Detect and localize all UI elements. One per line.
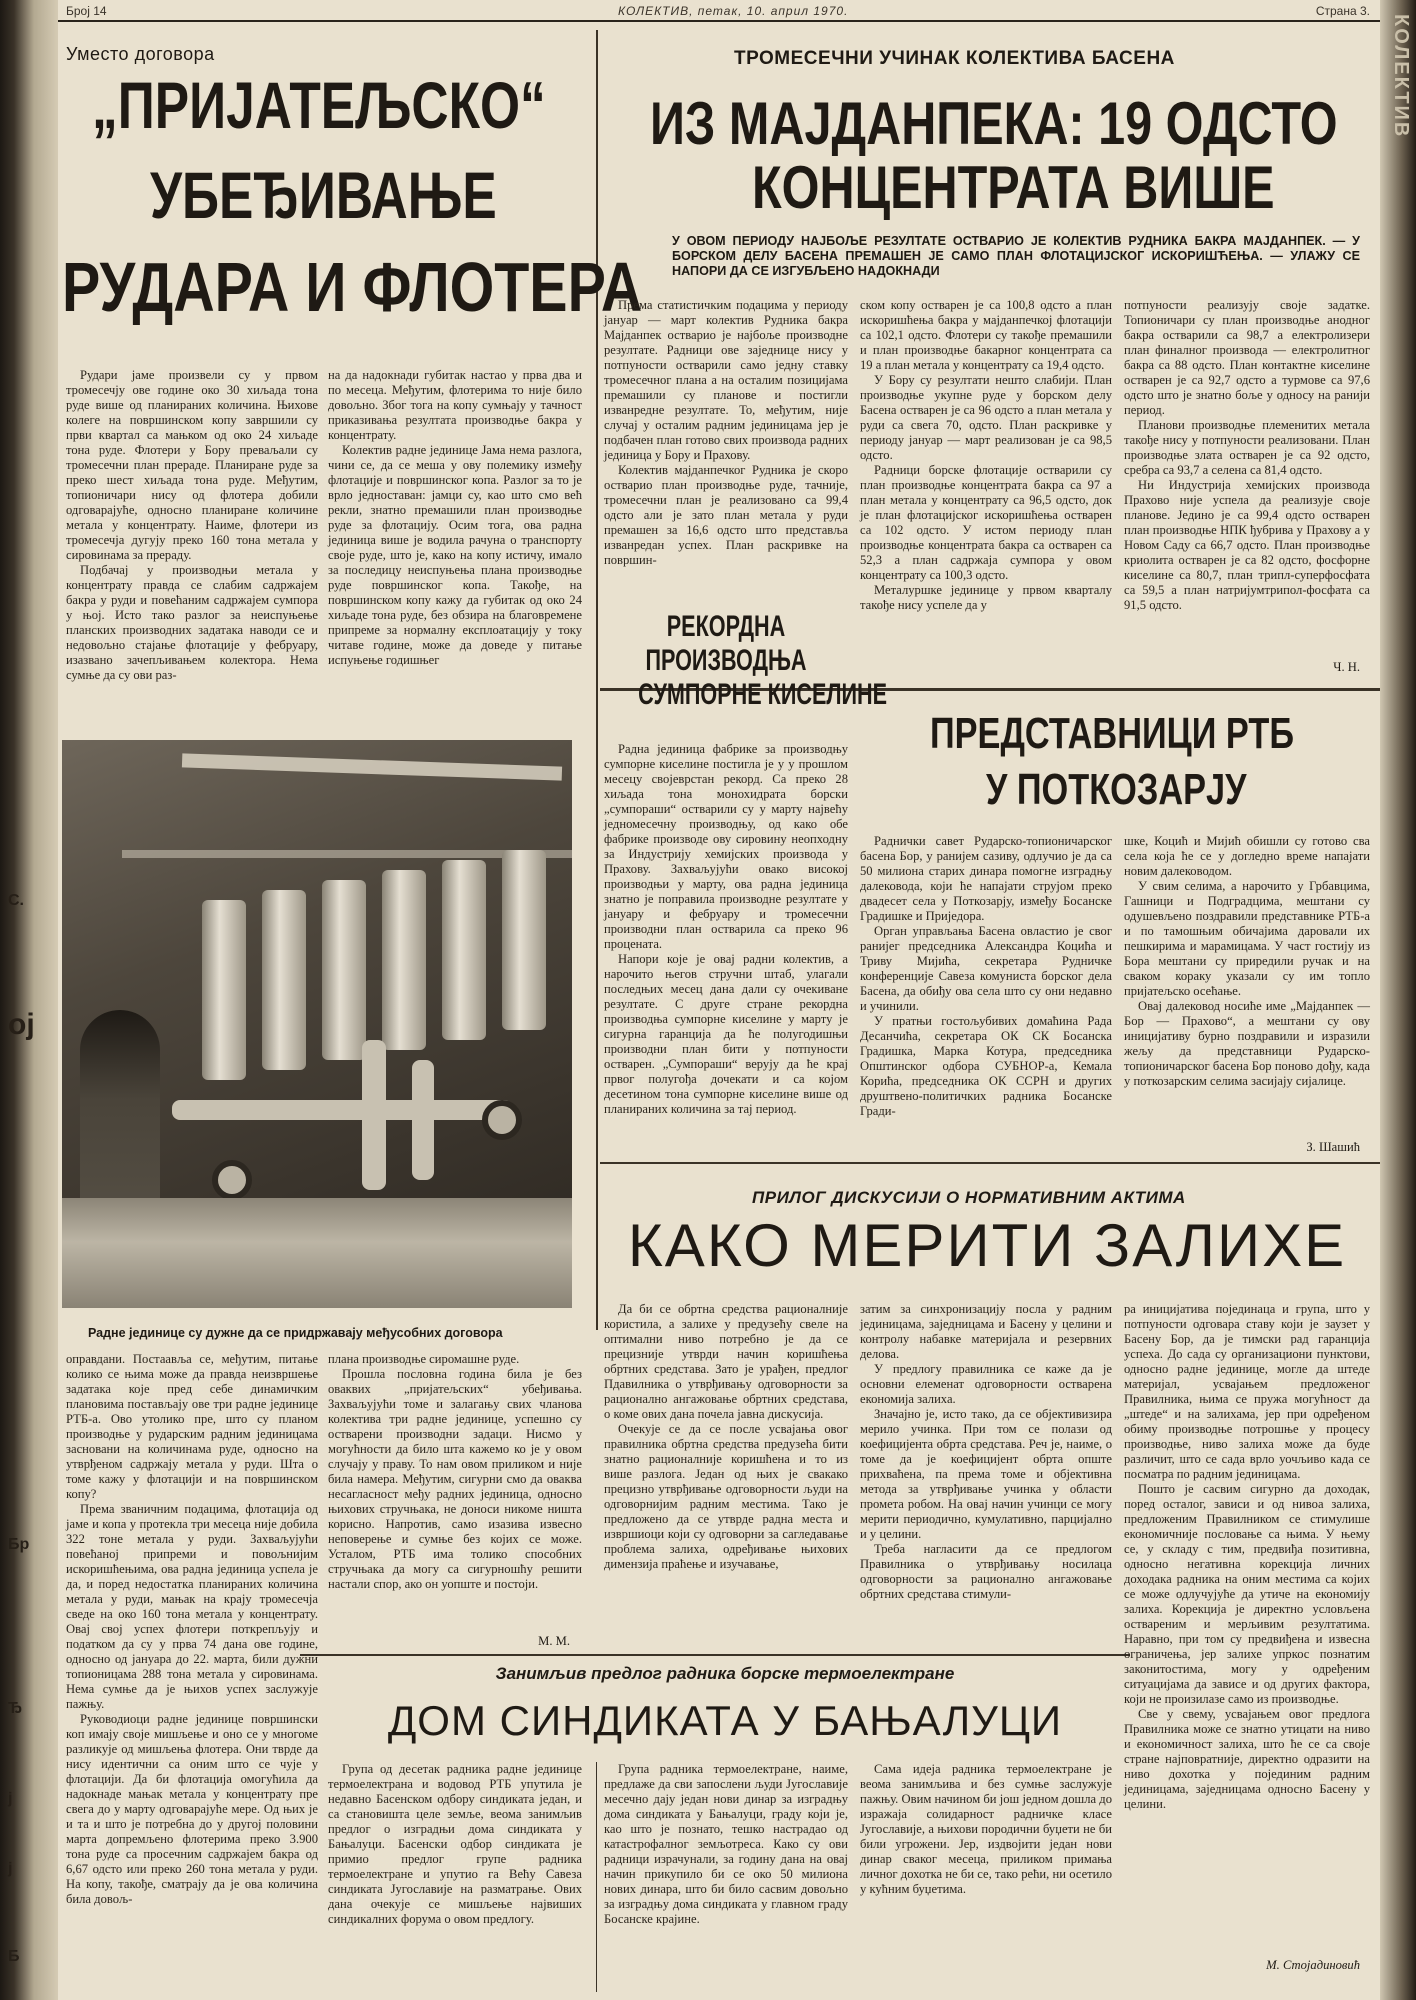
paragraph: Рудари јаме произвели су у првом тромесечју ове године око 30 хиљада тона руде више од планираних количина. Њихове колеге на површинском копу завршили су први квартал са мањком од око 24 хиљаде тона руде. Флотери у Бору преваљали су тромесечни план прераде. Планиране руде за преко шест хиљада тона руде. Међутим, топионичари нису од флотера добили одговарајуће, односно планиране количине метала у концентрату. Наиме, флотери из тромесечја дугују преко 160 тона метала у сировинама за прераду. — [66, 368, 318, 562]
section-divider — [300, 1654, 1130, 1656]
paragraph: Значајно је, исто тако, да се објективизира мерило учинка. При том се полази од коефицијента обрта средстава. Реч је, наиме, о томе да је коефицијент обрта опште прихваћена, па према томе и објективна метода за утврђивање учинка у области промета робом. На овај начин учинци се могу мерити периодично, кумулативно, парцијално и у целини. — [860, 1407, 1112, 1541]
paragraph: Поштo је сасвим сигурно да доходак, поред осталог, зависи и од нивоа залиха, предложеним Правилником се стимулише економичније пословање са њима. У њему се, у складу с тим, предвиђа позитивна, односно негативна корекција личних доходака радника на оним местима са којих се може одлучујуће да утиче на економију залиха. Корекција је директно условљена оствареним и мерљивим резултатима. Наравно, при том су предвиђена и извесна ограничења, јер залихе упркос познатим законитостима, могу у одређеним ситуацијама да зависе и од других фактора, који не произилазе само из производње. — [1124, 1482, 1370, 1706]
article-column — [860, 1762, 1112, 1897]
column-divider — [596, 30, 598, 1330]
paragraph: Напори које је овај радни колектив, а нарочито његов стручни штаб, улагали последњих месец дана дали су очекиване резултате. С друге стране рекордна производња сумпорне киселине у марту је сигурна гаранција да ће полугодишњи производни план бити у потпуности остварен. „Сумпораши“ верују да ће крај првог полугођа дочекати и са којом десетином тона сумпорне киселине више од планираних количина за тај период. — [604, 952, 848, 1116]
paragraph: У Бору су резултати нешто слабији. План производње укупне руде у борском делу Басена остварен је са 96 одсто а план метала у руди са свега 70, одсто. План раскривке у периоду јануар — март реализован је са 98,5 одсто. — [860, 373, 1112, 462]
paragraph: Према статистичким подацима у периоду јануар — март колектив Рудника бакра Мајданпек остварио је најбоље производне резултате. Радници ове заједнице нису у потпуности остварили само једну ставку тромесечног плана а на осталим позицијама премашили су планове и постигли изванредне резултате. То, међутим, није случај у осталим радним јединицама јер је подбачен план готово свих производа радних јединица у Бору и Прахову. — [604, 298, 848, 462]
author-signature: М. Стојадиновић — [1266, 1958, 1360, 1972]
article-column — [66, 1352, 318, 1907]
article-title: КАКО МЕРИТИ ЗАЛИХЕ — [627, 1212, 1347, 1279]
photo-caption: Радне јединице су дужне да се придржавају међусобних договора — [88, 1326, 503, 1340]
article-kicker: Уместо договора — [66, 44, 215, 64]
article-title: ДОМ СИНДИКАТА У БАЊАЛУЦИ — [387, 1697, 1063, 1744]
spine-fragment: Б — [8, 1948, 20, 1965]
article-column — [860, 834, 1112, 1119]
paragraph: Сама идеја радника термоелектране је веома занимљива и без сумње заслужује пажњу. Овим начином би још једном дошла до изражаја солидарност радничке класе Југославије, а њихови породични буџети не би били угрожени. Јер, издвојити један нови динар сваког месеца, приликом примања личног дохотка не би се, тако рећи, ни осетило у кућним буџетима. — [860, 1762, 1112, 1896]
spine-fragment: ј — [8, 1860, 13, 1877]
section-divider — [600, 1162, 1380, 1164]
paragraph: потпуности реализују своје задатке. Топионичари су план производње анодног бакра остварили са 98,7 а електролизери план финалног производа — електролитног бакра са 88 одсто. План контактне киселине остварен је са 92,7 одсто а турмове са 97,6 одсто што је знатно боље у односу на ранији период. — [1124, 298, 1370, 417]
headline-line: „ПРИЈАТЕЉСКО“ — [92, 68, 546, 142]
article-photo — [62, 740, 572, 1308]
headline-line: РЕКОРДНА — [666, 610, 786, 643]
article-column — [860, 1302, 1112, 1602]
paragraph: Планови производње племенитих метала такође нису у потпуности реализовани. План производње злата остварен је са 92 одсто, сребра са 93,7 а селена са 81,4 одсто. — [1124, 418, 1370, 477]
paragraph: шке, Коцић и Мијић обишли су готово сва села која ће се у догледно време напајати новим далеководом. — [1124, 834, 1370, 878]
article-column — [604, 298, 848, 568]
article-column — [604, 1302, 848, 1572]
headline-line: КОНЦЕНТРАТА ВИШЕ — [752, 154, 1275, 221]
paragraph: Треба нагласити да се предлогом Правилника о утврђивању носилаца одговорности за рационално ангажовање обртних средстава стимули- — [860, 1542, 1112, 1601]
paragraph: Прошла пословна година била је без оваквих „пријатељских“ убеђивања. Захваљујући томе и залагању свих чланова колектива три радне јединице, успешно су остварени производни задаци. Нисмо у могућности да било шта кажемо ко је у овом случају у праву. То нам овом приликом и није била намера. Међутим, сигурни смо да оваква несагласност међу радних јединица, односно њихових стручњака, не доноси никоме ништа корисно. Напротив, само изазива извесно неповерење и сумње без којих се може. Усталом, РТБ има толико способних стручњака да могу са сигурношћу решити настали спор, ако он уопште и постоји. — [328, 1367, 582, 1591]
headline-line: СУМПОРНЕ КИСЕЛИНЕ — [638, 678, 888, 711]
headline-line: ПРОИЗВОДЊА — [645, 644, 807, 677]
paragraph: У предлогу правилника се каже да је основни елеменат одговорности остварена економија залиха. — [860, 1362, 1112, 1406]
article-kicker: ПРИЛОГ ДИСКУСИЈИ О НОРМАТИВНИМ АКТИМА — [752, 1188, 1186, 1207]
next-page-masthead: КОЛЕКТИВ — [1390, 14, 1412, 139]
paragraph: Колектив радне јединице Јама нема разлога, чини се, да се меша у ову полемику између флотације и површинског копа. Разлог за то је врло једноставан: јамци су, као што смо већ рекли, знатно премашили план производње руде за флотацију. Осим тога, ова радна јединица више је водила рачуна о транспорту своје руде, што је, како на копу истичу, имало за последицу неиспуњења плана производње руде површинског копа. Такође, на површинском копу кажу да губитак од око 24 хиљаде тона руде, без обзира на благовремене припреме за нормалну експлоатацију у току читаве године, може да доведе у питање испуњење годишњег — [328, 443, 582, 667]
paragraph: Да би се обртна средства рационалније користила, а залихе у предузећу свеле на оптимални ниво потребно је да се прецизније утврди начин коришћења обртних средстава. Зато је урађен, предлог Пдавилника о утврђивању одговорности за рационално ангажовање обртних средстава, о коме ових дана почела јавна дискусија. — [604, 1302, 848, 1421]
paragraph: Руководиоци радне јединице површински коп имају своје мишљење и оно се у многоме разликује од мишљења флотера. Они тврде да нису идентични са оним што се чује у флотацији. Да би флотација омогућила да надокнаде мањак метала у концентрату пре свега до у марту одговарајуће мере. Од њих је и та и што је потребна до у другој половини марта допремљено флотерима преко 3.900 тона руде са просечним садржајем бакра од 6,67 одсто или преко 260 тона метала у руди. На копу, такође, сматрају да је ова количина била довољ- — [66, 1712, 318, 1906]
paragraph: Све у свему, усвајањем овог предлога Правилника може се знатно утицати на ниво и економичност залиха, што ће се са своје стране најповратније, директно одразити на ниво дохотка у појединим радним јединицама, заједницама односно Басену у целини. — [1124, 1707, 1370, 1811]
article-column — [1124, 1302, 1370, 1812]
author-signature: М. М. — [538, 1634, 570, 1648]
headline-line: РУДАРА И ФЛОТЕРА — [62, 248, 643, 326]
paragraph: Група радника термоелектране, наиме, предлаже да сви запослени људи Југославије месечно дају један нови динар за изградњу дома синдиката у Бањалуци, граду који је, као што је познато, тешко настрадао од катастрофалног земљотреса. Како су ови радници израчунали, за годину дана на овај начин прикупило би се око 50 милиона нових динара, што би било сасвим довољно за изградњу дома синдиката у главном граду Босанске крајине. — [604, 1762, 848, 1926]
paragraph: У пратњи гостољубивих домаћина Рада Десанчића, секретара ОК СК Босанска Градишка, Марка Котура, председника Општинског одбора СУБНОР-а, Кемала Корића, председника ОК ССРН и других друштвено-политичких радника Босанске Гради- — [860, 1014, 1112, 1118]
article-column — [328, 1762, 582, 1927]
paragraph: Подбачај у производњи метала у концентрату правда се слабим садржајем бакра у руди и повећаним садржајем сумпора у њој. Исто тако разлог за неиспуњење планских производних задатака наводи се и недовољно стајање флотације у фебруару, изазвано зачепљивањем колектора. Нема сумње да су ови раз- — [66, 563, 318, 682]
paragraph: Колектив мајданпечког Рудника је скоро остварио план производње руде, тачније, тромесечни план је реализовано са 99,4 одсто али је зато план метала у руди премашен за 16,6 одсто што представља изванредан успех. План раскривке на површин- — [604, 463, 848, 567]
article-kicker: Занимљив предлог радника борске термоелектране — [495, 1664, 955, 1683]
page-header — [58, 0, 1380, 22]
paragraph: Овај далековод носиће име „Мајданпек — Бор — Прахово“, а мештани су ову иницијативу бурно поздравили и изразили жељу да представници Рударско-топионичарског басена Бор поново дођу, када у поткозарским селима засијају сијалице. — [1124, 999, 1370, 1088]
headline-line: ИЗ МАЈДАНПЕКА: 19 ОДСТО — [650, 90, 1338, 157]
spine-fragment: Ђ — [8, 1700, 23, 1717]
headline-line: У ПОТКОЗАРЈУ — [986, 765, 1247, 814]
paragraph: Металуршке јединице у првом кварталу такође нису успеле да у — [860, 583, 1112, 612]
paragraph: Раднички савет Рударско-топионичарског басена Бор, у ранијем сазиву, одлучио је да са 50 милиона старих динара помогне изградњу далековода, који ће напајати струјом преко двадесет села у Поткозарју, између Босанске Градишке и Приједора. — [860, 834, 1112, 923]
headline-box — [604, 610, 888, 711]
spine-fragment: С. — [8, 892, 24, 909]
paragraph: плана производње сиромашне руде. — [328, 1352, 520, 1366]
spine-fragment: Бр — [8, 1536, 30, 1553]
paragraph: У свим селима, а нарочито у Грбавцима, Гашници и Подградцима, мештани су одушевљено поздравили представнике РТБ-а и по тамошњим обичајима даровали их пешкирима и марамицама. У част гостију из Бора мештани су приредили ручак и на сваком кораку указали су им топло пријатељско осећање. — [1124, 879, 1370, 998]
article-column — [328, 1352, 582, 1592]
paragraph: Група од десетак радника радне јединице термоелектрана и водовод РТБ упутила је недавно Басенском одбору синдиката један, и са становишта целе земље, веома занимљив предлог о изградњи дома синдиката у Бањалуци. Басенски одбор синдиката је примио предлог групе радника термоелектране и упутио га Већу Савеза синдиката Југославије на разматрање. Ових дана очекује се мишљење највиших синдикалних форума о овом предлогу. — [328, 1762, 582, 1926]
paragraph: Радници борске флотације остварили су план производње концентрата бакра са 97 а план метала у концентрату са 96,5 одсто, док је план флотацијског искоришћења остварен са 102 одсто. У истом периоду план производње концентрата бакра са остварен са 52,3 а план садржаја сумпора у овом концентрату са 100,3 одсто. — [860, 463, 1112, 582]
headline-line: ПРЕДСТАВНИЦИ РТБ — [930, 709, 1295, 758]
paragraph: Ни Индустрија хемијских производа Прахово није успела да реализује своје планове. Једино је са 99,4 одсто остварен план производње НПК ђубрива у Прахову а у Новом Саду са 66,7 одсто. План производње криолита остварен је са 82 одсто, фосфорне киселине са 80,7, план трипл-суперфосфата са 59,5 а план натријумтрипол-фосфата са 91,5 одсто. — [1124, 478, 1370, 612]
author-signature: З. Шашић — [1306, 1140, 1360, 1154]
paragraph: на да надокнади губитак настао у првa два и по месеца. Међутим, флотерима то није било довољно. Због тога на копу сумњају у тачност приказивања резултата производње бакра у концентрату. — [328, 368, 582, 442]
column-divider — [596, 1762, 597, 1992]
article-column — [604, 1762, 848, 1927]
article-column — [1124, 834, 1370, 1089]
headline-line: УБЕЂИВАЊЕ — [150, 158, 497, 232]
article-column — [1124, 298, 1370, 613]
page-number: Страна 3. — [1315, 4, 1370, 18]
previous-page-edge — [0, 0, 58, 2000]
paragraph: Према званичним подацима, флотација од јаме и копа у протекла три месеца није добила 322 тоне метала у руди. Захваљујући повећаној припреми и повољнијим искоришћењима, ова радна јединица успела је да, и поред недостатка планираних количина метала у руди, мањак на крају тромесечја сведе на око 160 тона метала у концентрату. Овај свој успех флотери поткрепљују и податком да су у прва 74 дана ове године, односно од јануара до 22. марта, били дужни топионицама 288 тона метала у сировинама. Нема сумње да је њихов успех заслужује пажњу. — [66, 1502, 318, 1711]
article-column — [604, 742, 848, 1117]
spine-fragment: ој — [8, 1008, 35, 1041]
next-page-edge — [1380, 0, 1416, 2000]
paragraph: Орган управљања Басена овластио је свог ранијег председника Александра Коцића и Триву Мијића, секретара Рудничке конференције Савеза комуниста борског дела Басена, да обиђу ова села што су они недавно и учинили. — [860, 924, 1112, 1013]
paragraph: ском копу остварен је са 100,8 одсто а план искоришћења бакра у мајданпечкој флотацији са 102,1 одсто. Флотери су такође премашили и план производње бакарног концентрата са 19 а план метала у концентрату са 19,4 одсто. — [860, 298, 1112, 372]
article-column — [66, 368, 318, 683]
paragraph: затим за синхронизацију посла у радним јединицама, заједницама и Басену у целини и контролу набавке материјала и резервних делова. — [860, 1302, 1112, 1361]
article-column — [328, 368, 582, 668]
article-kicker: ТРОМЕСЕЧНИ УЧИНАК КОЛЕКТИВА БАСЕНА — [734, 48, 1175, 69]
paper-date: КОЛЕКТИВ, петак, 10. април 1970. — [618, 4, 849, 18]
article-lead: У ОВОМ ПЕРИОДУ НАЈБОЉЕ РЕЗУЛТАТЕ ОСТВАРИО ЈЕ КОЛЕКТИВ РУДНИКА БАКРА МАЈДАНПЕК. — У БОРСКОМ ДЕЛУ БАСЕНА ПРЕМАШЕН ЈЕ САМО ПЛАН ФЛОТАЦИЈСКОГ ИСКОРИШЋЕЊА. — УЛАЖУ СЕ НАПОРИ ДА СЕ ИЗГУБЉЕНО НАДОКНАДИ — [672, 234, 1360, 278]
paragraph: Радна јединица фабрике за производњу сумпорне киселине постигла је у у прошлом месецу својеврстан рекорд. Са преко 28 хиљада тона монохидрата борски „сумпораши“ остварили су у марту највећу једномесечну производњу, од како обе фабрике производе ову сировину неопходну за Индустрију хемијских производа у Прахову. Захваљујући овако високој производњи у марту, ова радна јединица знатно је поправила производне резултате у јануару и фебруару и тромесечни производни план остварила са преко 96 процената. — [604, 742, 848, 951]
spine-fragment: ј — [8, 1790, 13, 1807]
article-column — [860, 298, 1112, 613]
paragraph: Очекује се да се после усвајања овог правилника обртна средства предузећа бити знатно рационалније коришћена и то из више разлога. Један од њих је свакако прецизно утврђивање одговорности људи на одговорнијим радним местима. Тако је предложено да се утврде радна места и извршиоци који су одговорни за сагледавање проблема залиха, одређивање њихових димензија праћење и изучавање, — [604, 1422, 848, 1571]
issue-number: Број 14 — [66, 4, 107, 18]
paragraph: оправдани. Постаавља се, међутим, питање колико се њима може да правда неизвршење задатака које пред себе динамичким плановима постављају ове три радне јединице РТБ-а. Ово утолико пре, што су планом производње у рударским радним јединицама засновани на количинама руде, односно на утврђеном садржају метала у руди. Шта о томе кажу у флотацији и на површинском копу? — [66, 1352, 318, 1501]
author-signature: Ч. Н. — [1333, 660, 1360, 674]
paragraph: ра иницијатива појединаца и група, што у потпуности одговара ставу који је заузет у Басену Бор, да је тимски рад гаранција успеха. До сада су организациони пунктови, односно радне јединице, могле да штеде материјал, усвајањем предложеног Правилника, њима се пружа могућност да „штеде“ и на залихама, јер при одређеном обиму производње потрошње у процесу производње, ниво залиха може да буде различит, што се сада врло уочљиво када се посматра по радним јединицама. — [1124, 1302, 1370, 1481]
